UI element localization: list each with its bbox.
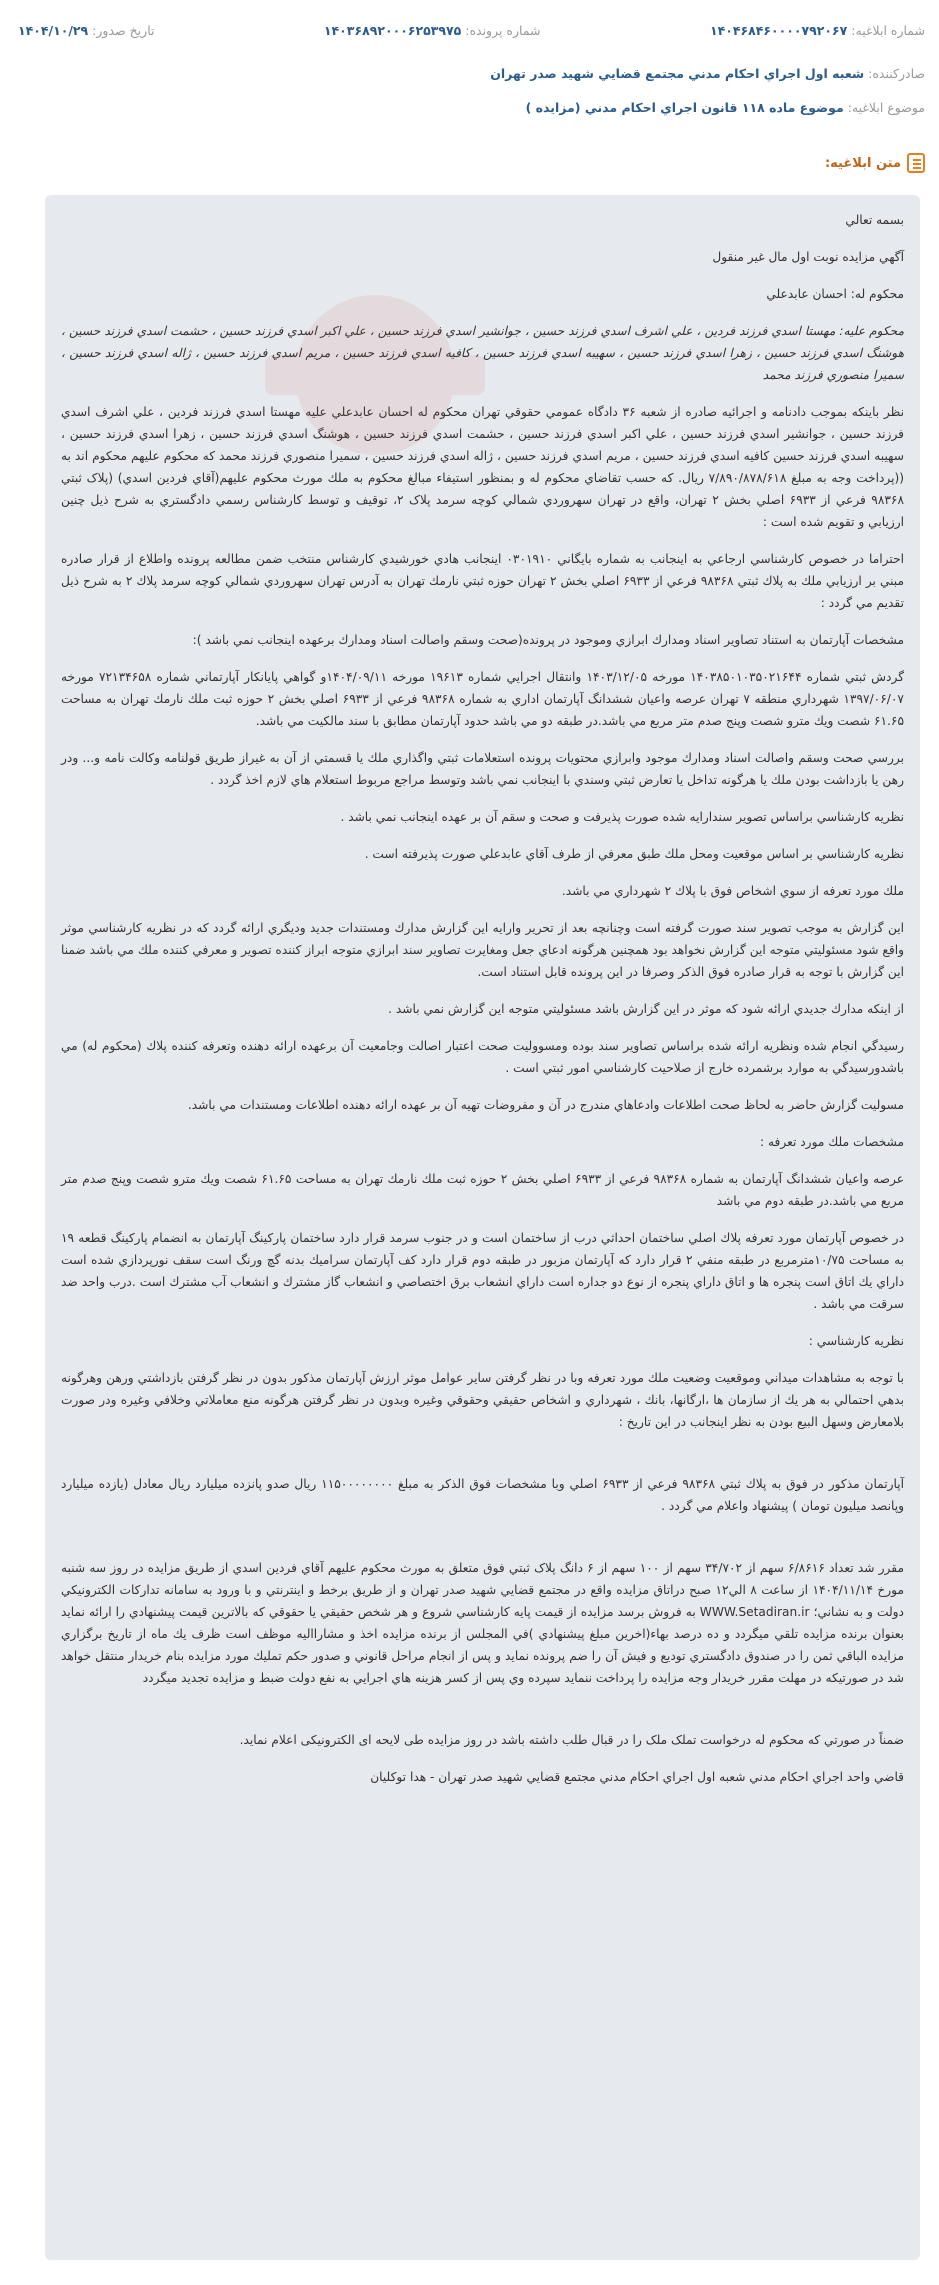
paragraph-heading: آگهي مزايده نوبت اول مال غير منقول [712,250,904,264]
case-number: شماره پرونده: ۱۴۰۳۶۸۹۲۰۰۰۶۲۵۳۹۷۵ [323,22,541,38]
paragraph-note-5: از اينكه مدارك جديدي ارائه شود كه موثر در اين گزارش باشد مسئوليتي متوجه اين گزارش نمي باشد . [388,1002,904,1016]
paragraph-note-6: رسيدگي انجام شده ونظريه ارائه شده براساس تصاوير سند بوده ومسووليت صحت اعتبار اصالت وجامعيت آن برعهده ارائه دهنده وتعرفه كننده پلاك (محكوم له) مي باشدورسيدگي به موارد برشمرده خارج از صلاحيت كارشناسي امور ثبتي است . [61,1039,904,1075]
issue-date: تاريخ صدور: ۱۴۰۴/۱۰/۲۹ [18,22,155,38]
paragraph-creditor: محکوم له: احسان عابدعلي [766,287,904,301]
paragraph-specs-heading: مشخصات آپارتمان به استناد تصاوير اسناد ومدارك ابرازي وموجود در پرونده(صحت وسقم واصالت اسناد ومدارك برعهده اينجانب نمي باشد ): [192,633,904,647]
header-meta-row [0,0,939,60]
paragraph-ownership-request: ضمناً در صورتي که محکوم له درخواست تملک ملک را در قبال طلب داشته باشد در روز مزايده طی لايحه ای الکترونيکی اعلام نمايد. [239,1733,904,1747]
document-icon [907,153,925,173]
paragraph-note-1: نظريه كارشناسي براساس تصوير سندارايه شده صورت پذيرفت و صحت و سقم آن بر عهده اينجانب نمي باشد . [340,810,904,824]
paragraph-expert-intro: احتراما در خصوص كارشناسي ارجاعي به اينجانب به شماره بايگاني ۰۳۰۱۹۱۰ اينجانب هادي خورشيدي كارشناس منتخب ضمن مطالعه پرونده واطلاع از قرار صادره مبني بر ارزيابي ملك به پلاك ثبتي ۹۸۳۶۸ فرعي از ۶۹۳۳ اصلي بخش ۲ تهران حوزه ثبتي نارمك تهران به آدرس تهران سهروردي شمالي كوچه سرمد پلاك ۲ به شرح ذيل تقديم مي گردد : [61,552,905,610]
paragraph-note-2: نظريه كارشناسي بر اساس موقعيت ومحل ملك طبق معرفي از طرف آقاي عابدعلي صورت پذيرفته است . [364,847,904,861]
paragraph-note-3: ملك مورد تعرفه از سوي اشخاص فوق با پلاك ۲ شهرداري مي باشد. [561,884,904,898]
section-title: متن ابلاغيه: [0,152,925,174]
paragraph-opinion-heading: نظريه كارشناسي : [808,1334,904,1348]
paragraph-note-4: اين گزارش به موجب تصوير سند صورت گرفته است وچنانچه بعد از تحرير وارايه اين گزارش مدارك ومستندات جديد وديگري ارائه گردد كه در نظريه كارشناسي موثر واقع شود مسئوليتي متوجه اين گزارش نخواهد بود همچنين هرگونه ادعاي جعل ومغايرت تصاوير سند ابرازي متوجه ابراز كننده تصوير و معرفي كننده ملك مي باشد ضمنا اين گزارش با توجه به قرار صادره فوق الذكر وصرفا در اين پرونده قابل استناد است. [61,921,904,979]
paragraph-property-area: عرصه واعيان ششدانگ آپارتمان به شماره ۹۸۳۶۸ فرعي از ۶۹۳۳ اصلي بخش ۲ حوزه ثبت ملك نارمك تهران به مساحت ۶۱.۶۵ شصت ويك مترو شصت وپنج صدم متر مربع مي باشد.در طبقه دوم مي باشد [61,1172,904,1208]
paragraph-judge-signature: قاضي واحد اجراي احكام مدني شعبه اول اجراي احكام مدني مجتمع قضايي شهيد صدر تهران - هدا توكليان [370,1770,904,1784]
paragraph-property-details: در خصوص آپارتمان مورد تعرفه پلاك اصلي ساختمان احداثي درب از ساختمان است و در جنوب سرمد قرار دارد ساختمان پاركينگ آپارتمان به انضمام پاركينگ قطعه ۱۹ به مساحت ۱۰/۷۵مترمربع در طبقه منفي ۲ قرار دارد كه آپارتمان مزبور در طبقه دوم قرار دارد كف آپارتمان سراميك بدنه گچ ورنگ است سقف نورپردازي شده است داراي يك اتاق است پنجره ها و اتاق داراي پنجره از نوع دو جداره است داراي انشعاب برق اختصاصي و انشعاب گاز مشترك و انشعاب آب مشترك است .درب واحد ضد سرقت مي باشد . [61,1231,904,1311]
paragraph-valuation: آپارتمان مذكور در فوق به پلاك ثبتي ۹۸۳۶۸ فرعي از ۶۹۳۳ اصلي وبا مشخصات فوق الذكر به مبلغ ۱۱۵۰۰۰۰۰۰۰۰ ريال صدو پانزده ميليارد ريال معادل (يازده ميليارد وپانصد ميليون تومان ) پيشنهاد واعلام مي گردد . [61,1477,904,1513]
paragraph-property-heading: مشخصات ملك مورد تعرفه : [760,1135,904,1149]
paragraph-opinion: با توجه به مشاهدات ميداني وموقعيت وضعيت ملك مورد تعرفه وبا در نظر گرفتن ساير عوامل موثر ارزش آپارتمان مذكور بدون در نظر گرفتن بازداشتي ورهن وهرگونه بدهي احتمالي به هر يك از سازمان ها ،ارگانها، بانك ، شهرداري و اشخاص حقيقي وحقوقي وغيره وبدون در نظر گرفتن هرگونه منع معاملاتي وخلافي وغيره ودر صورت بلامعارض وسهل البيع بودن به نظر اينجانب در اين تاريخ : [61,1371,904,1429]
paragraph-debtors: محكوم عليه: مهستا اسدي فرزند فردين ، علي اشرف اسدي فرزند حسين ، جوانشير اسدي فرزند حسين ، علي اكبر اسدي فرزند حسين ، حشمت اسدي فرزند حسين ، هوشنگ اسدي فرزند حسين ، زهرا اسدي فرزند حسين ، سهيبه اسدي فرزند حسين ، كافيه اسدي فرزند حسين ، مريم اسدي فرزند حسين ، ژاله اسدي فرزند حسين ، سميرا منصوري فرزند محمد [61,324,904,382]
paragraph-judgment: نظر باينكه بموجب دادنامه و اجرائيه صادره از شعبه ۳۶ دادگاه عمومي حقوقي تهران محكوم له احسان عابدعلي عليه مهستا اسدي فرزند فردين ، علي اشرف اسدي فرزند حسين ، جوانشير اسدي فرزند حسين ، علي اكبر اسدي فرزند حسين ، حشمت اسدي فرزند حسين ، هوشنگ اسدي فرزند حسين ، زهرا اسدي فرزند حسين ، سهيبه اسدي فرزند حسين كافيه اسدي فرزند حسين ، مريم اسدي فرزند حسين ، ژاله اسدي فرزند حسين ، سميرا منصوري فرزند محمد كه محكوم عليهم محكوم اند به ((پرداخت وجه به مبلغ ۷/۸۹۰/۸۷۸/۶۱۸ ريال. كه حسب تقاضاي محكوم له و بمنظور استيفاء مبالغ محكوم به ملك مورث محكوم عليهم(آقاي فردين اسدي) (پلاک ثبتي ۹۸۳۶۸ فرعي از ۶۹۳۳ اصلي بخش ۲ تهران، واقع در تهران سهروردي شمالي كوچه سرمد پلاک ۲، توقيف و توسط كارشناس رسمي دادگستري به شرح ذيل چنين ارزيابي و تقويم شده است : [61,405,905,529]
paragraph-verification: بررسي صحت وسقم واصالت اسناد ومدارك موجود وابرازي محتويات پرونده استعلامات ثبتي واگذاري ملك يا قسمتي از آن به غيراز طريق قولنامه وكالت نامه و... ودر رهن يا بازداشت بودن ملك يا هرگونه تداخل يا تعارض ثبتي وسندي با اينجانب نمي باشد وتوسط مراجع مربوط استعلام هاي لازم اخذ گردد . [61,751,904,787]
paragraph-note-7: مسوليت گزارش حاضر به لحاظ صحت اطلاعات وادعاهاي مندرج در آن و مفروضات تهيه آن بر عهده ارائه دهنده اطلاعات ومستندات مي باشد. [187,1098,904,1112]
issuer-row: صادرکننده: شعبه اول اجراي احكام مدني مجتمع قضايي شهيد صدر تهران [490,65,925,81]
notice-body [45,195,920,2260]
paragraph-auction-terms: مقرر شد تعداد ۶/۸۶۱۶ سهم از ۳۴/۷۰۲ سهم از ۱۰۰ سهم از ۶ دانگ پلاک ثبتي فوق متعلق به مورث محكوم عليهم آقاي فردين اسدي از طريق مزايده در روز سه شنبه مورخ ۱۴۰۴/۱۱/۱۴ از ساعت ۸ الي۱۲ صبح دراتاق مزايده واقع در مجتمع قضايي شهيد صدر تهران و از طريق برخط و اينترنتي و با ورود به سامانه تداركات الكترونيكي دولت و به نشاني؛ WWW.Setadiran.ir به فروش برسد مزايده از قيمت پايه كارشناسي شروع و هر شخص حقيقي يا حقوقي كه بالاترين قيمت پيشنهادي را ارائه نمايد بعنوان برنده مزايده تلقي ميگردد و ده درصد بهاء(اخرين مبلغ پيشنهادي )في المجلس از برنده مزايده اخذ و مشارااليه موظف است ظرف يك ماه از تاريخ برگزاري مزايده الباقي ثمن را در صندوق دادگستري توديع و فيش آن را ضم پرونده نمايد و پس از انجام مراحل قانوني و صدور حكم تمليك مورد مزايده بنام خريدار منتقل خواهد شد در صورتيكه در مهلت مقرر خريدار وجه مزايده را پرداخت ننمايد سپرده وي پس از كسر هزينه هاي اجرايي به نفع دولت ضبط و مزايده تجديد ميگردد [61,1561,905,1685]
paragraph-basmala: بسمه تعالي [845,213,904,227]
notice-number: شماره ابلاغيه: ۱۴۰۴۶۸۴۶۰۰۰۰۷۹۲۰۶۷ [709,22,925,38]
subject-row: موضوع ابلاغيه: موضوع ماده ۱۱۸ قانون اجراي احكام مدني (مزايده ) [525,99,925,115]
paragraph-registry: گردش ثبتي شماره ۱۴۰۳۸۵۰۱۰۳۵۰۲۱۶۴۴ مورخه ۱۴۰۳/۱۲/۰۵ وانتقال اجرايي شماره ۱۹۶۱۳ مورخه ۱۴۰۴/۰۹/۱۱و گواهي پايانكار آپارتماني شماره ۷۲۱۳۴۶۵۸ مورخه ۱۳۹۷/۰۶/۰۷ شهرداري منطقه ۷ تهران عرصه واعيان ششدانگ آپارتمان اداري به شماره ۹۸۳۶۸ فرعي از ۶۹۳۳ اصلي بخش ۲ حوزه ثبت ملك نارمك تهران به مساحت ۶۱.۶۵ شصت ويك مترو شصت وپنج صدم متر مربع مي باشد.در طبقه دو مي باشد حدود آپارتمان مطابق با سند مالكيت مي باشد. [61,670,904,728]
